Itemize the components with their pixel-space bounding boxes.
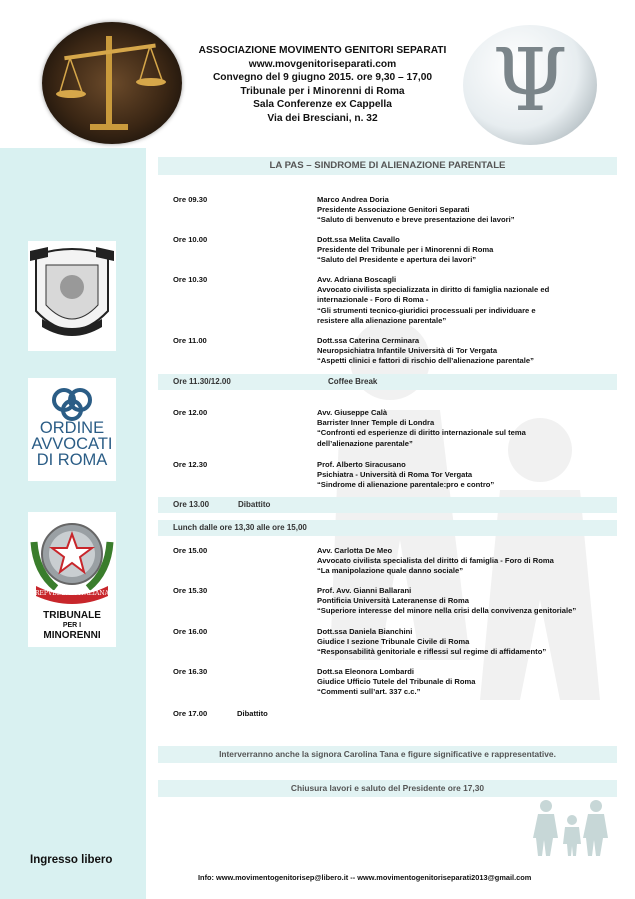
speaker-role: Pontificia Università Lateranense di Roma [317, 596, 469, 606]
speaker-name: Dott.sa Eleonora Lombardi [317, 667, 415, 676]
ingresso-libero: Ingresso libero [30, 854, 113, 866]
program-time: Ore 09.30 [173, 195, 208, 204]
speaker-name: Dott.ssa Daniela Bianchini [317, 627, 413, 636]
header-org-name: ASSOCIAZIONE MOVIMENTO GENITORI SEPARATI [198, 45, 447, 56]
lunch-label: Lunch dalle ore 13,30 alle ore 15,00 [173, 523, 307, 532]
scales-logo [42, 22, 182, 144]
talk-title: “Gli strumenti tecnico-giuridici processuali per individuare e [317, 305, 536, 315]
speaker-role: Neuropsichiatra Infantile Università di Tor Vergata [317, 346, 498, 356]
ordine-line: ORDINE [39, 419, 105, 437]
talk-title: “Commenti sull’art. 337 c.c.” [317, 687, 421, 697]
speaker-role: Avvocato civilista specializzata in diritto di famiglia nazionale ed [317, 285, 550, 295]
giustizia-etica-crest [28, 241, 116, 351]
program-desc [317, 235, 587, 266]
speaker-name: Avv. Adriana Boscagli [317, 275, 397, 284]
tribunale-line: MINORENNI [43, 630, 101, 641]
program-desc [317, 667, 587, 698]
knot-icon [28, 384, 116, 424]
ordine-text [28, 420, 116, 468]
debate-label: Dibattito [237, 709, 268, 718]
talk-title: “Sindrome di alienazione parentale:pro e contro” [317, 480, 495, 490]
break-label: Coffee Break [328, 377, 378, 386]
program-desc [317, 275, 587, 326]
crest-icon [28, 241, 116, 351]
talk-title: “Confronti ed esperienze di diritto internazionale sul tema [317, 428, 526, 438]
program-desc [317, 546, 587, 577]
speaker-name: Avv. Giuseppe Calà [317, 408, 388, 417]
program-desc [317, 195, 587, 226]
header-website: www.movgenitoriseparati.com [248, 58, 397, 70]
coffee-break-band [158, 374, 617, 390]
speaker-role: Giudice I sezione Tribunale Civile di Roma [317, 637, 470, 647]
speaker-name: Prof. Avv. Gianni Ballarani [317, 586, 412, 595]
speaker-role: Barrister Inner Temple di Londra [317, 418, 435, 428]
talk-title: “Aspetti clinici e fattori di rischio dell’alienazione parentale” [317, 356, 534, 366]
program-desc [317, 586, 587, 617]
crest-caption: Giustizia Etica [49, 242, 95, 249]
program-time: Ore 16.00 [173, 627, 208, 636]
talk-title: resistere alla alienazione parentale” [317, 315, 447, 325]
speaker-role: Presidente Associazione Genitori Separati [317, 205, 470, 215]
psi-logo [463, 25, 597, 145]
program-desc [317, 408, 587, 449]
ordine-line: AVVOCATI [31, 435, 113, 453]
talk-title: “La manipolazione quale danno sociale” [317, 566, 463, 576]
speaker-name: Avv. Carlotta De Meo [317, 546, 393, 555]
tribunale-line: TRIBUNALE [43, 610, 101, 621]
header-text [190, 44, 455, 126]
program-desc [317, 460, 587, 491]
break-time: Ore 13.00 [173, 500, 210, 509]
ordine-avvocati-logo [28, 378, 116, 481]
header-address: Via dei Bresciani, n. 32 [267, 112, 378, 124]
header-venue: Tribunale per i Minorenni di Roma [240, 85, 405, 97]
program-time: Ore 15.30 [173, 586, 208, 595]
ordine-line: DI ROMA [36, 451, 108, 469]
program-time: Ore 15.00 [173, 546, 208, 555]
speaker-role: Presidente del Tribunale per i Minorenni di Roma [317, 245, 494, 255]
speaker-role: Giudice Ufficio Tutele del Tribunale di Roma [317, 677, 476, 687]
speaker-name: Dott.ssa Melita Cavallo [317, 235, 400, 244]
tribunale-minorenni-logo [28, 512, 116, 647]
program-time: Ore 17.00 [173, 709, 208, 718]
psi-icon: Ψ [492, 31, 568, 131]
talk-title: “Superiore interesse del minore nella crisi della convivenza genitoriale” [317, 606, 577, 616]
talk-title: “Saluto di benvenuto e breve presentazione dei lavori” [317, 215, 515, 225]
speakers-note: Interverranno anche la signora Carolina Tana e figure significative e rappresentative. [158, 746, 617, 763]
speaker-role: Avvocato civilista specialista del diritto di famiglia - Foro di Roma [317, 556, 554, 566]
speaker-role: internazionale - Foro di Roma - [317, 295, 429, 305]
program-time: Ore 12.00 [173, 408, 208, 417]
talk-title: dell’alienazione parentale” [317, 438, 413, 448]
closing-note: Chiusura lavori e saluto del Presidente ore 17,30 [158, 780, 617, 797]
program-time: Ore 16.30 [173, 667, 208, 676]
speaker-name: Marco Andrea Doria [317, 195, 389, 204]
lunch-band [158, 520, 617, 536]
program-time: Ore 12.30 [173, 460, 208, 469]
program-time: Ore 11.00 [173, 336, 207, 345]
section-title: LA PAS – SINDROME DI ALIENAZIONE PARENTALE [158, 157, 617, 175]
republic-ribbon-text: REPVBBLICA ITALIANA [35, 590, 109, 597]
family-icon [520, 798, 616, 858]
tribunale-text [28, 610, 116, 641]
program-time: Ore 10.30 [173, 275, 208, 284]
header-date: Convegno del 9 giugno 2015. ore 9,30 – 17,00 [212, 72, 433, 84]
speaker-name: Prof. Alberto Siracusano [317, 460, 406, 469]
break-label: Dibattito [238, 500, 271, 509]
break-time: Ore 11.30/12.00 [173, 377, 231, 386]
program-time: Ore 10.00 [173, 235, 208, 244]
program-desc [317, 336, 587, 367]
tribunale-line: PER I [62, 622, 82, 629]
speaker-role: Psichiatra - Università di Roma Tor Vergata [317, 470, 473, 480]
scales-of-justice-icon [42, 22, 182, 144]
speaker-name: Dott.ssa Caterina Cerminara [317, 336, 420, 345]
program-desc [317, 627, 587, 658]
footer-info: Info: www.movimentogenitorisep@libero.it -- www.movimentogenitoriseparati2013@gmail.com [198, 873, 532, 882]
debate-band [158, 497, 617, 513]
header-room: Sala Conferenze ex Cappella [253, 99, 392, 111]
talk-title: “Responsabilità genitoriale e riflessi sul regime di affidamento” [317, 647, 547, 657]
talk-title: “Saluto del Presidente e apertura dei lavori” [317, 255, 477, 265]
